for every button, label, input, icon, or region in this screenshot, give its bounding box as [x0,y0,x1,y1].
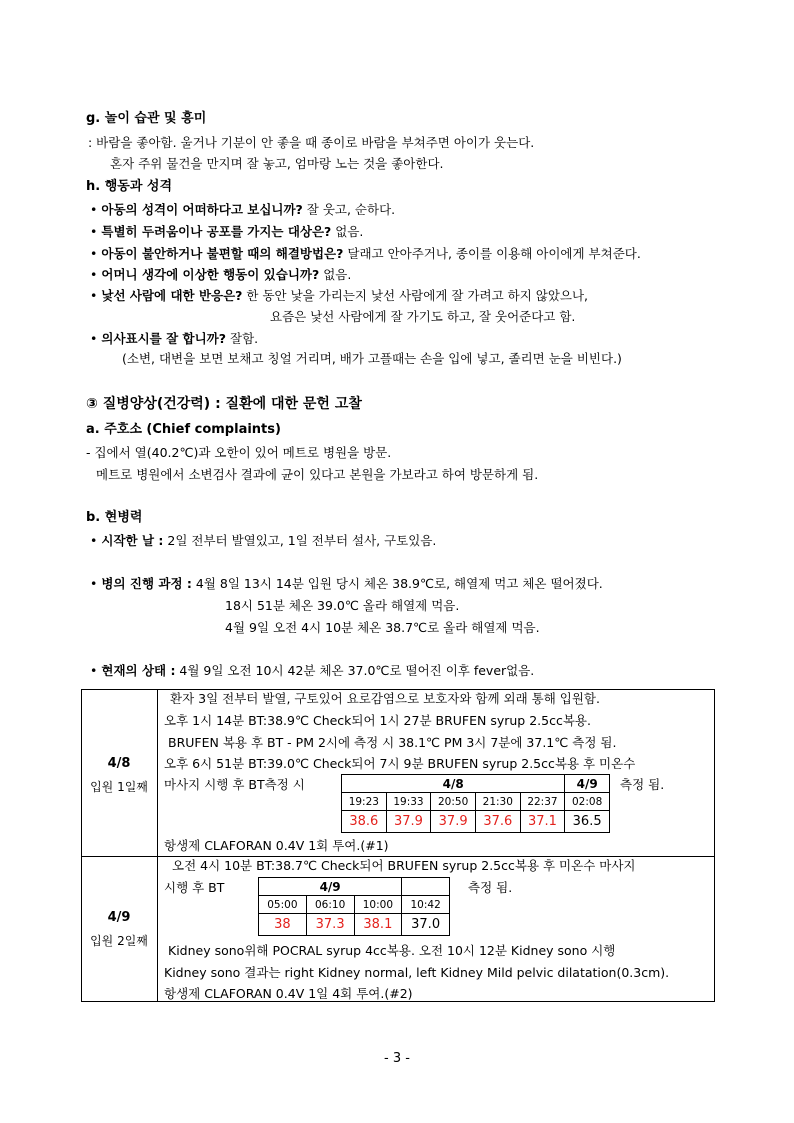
h-item-3-answer: 달래고 안아주거나, 종이를 이용해 아이에게 부쳐준다. [343,246,641,261]
day2-date: 4/9 [107,910,131,925]
day1-line7: 항생제 CLAFORAN 0.4V 1회 투여.(#1) [164,838,389,853]
progress [90,576,603,592]
h-item-4 [90,267,351,283]
progress-line2: 18시 51분 체온 39.0℃ 올라 해열제 먹음. [225,598,460,613]
day1-line4: 오후 6시 51분 BT:39.0℃ Check되어 7시 9분 BRUFEN syrup 2.5cc복용 후 미온수 [164,756,636,771]
temp-value: 36.5 [565,811,610,833]
h-item-2-answer: 없음. [331,224,364,239]
temp-time: 02:08 [565,793,610,811]
current-status-text: 4월 9일 오전 10시 42분 체온 37.0℃로 떨어진 이후 fever없음. [175,663,535,678]
day2-line3: 측정 됨. [468,880,513,895]
day1-line2: 오후 1시 14분 BT:38.9℃ Check되어 1시 27분 BRUFEN syrup 2.5cc복용. [164,713,591,728]
day1-line1: 환자 3일 전부터 발열, 구토있어 요로감염으로 보호자와 함께 외래 통해 입원함. [170,691,600,706]
day2-line6: 항생제 CLAFORAN 0.4V 1일 4회 투여.(#2) [164,986,413,1001]
h-item-2-question: 특별히 두려움이나 공포를 가지는 대상은? [101,224,332,239]
h-item-6-answer: 잘함. [226,331,259,346]
h-item-4-question: 어머니 생각에 이상한 행동이 있습니까? [101,267,320,282]
day2-temperature-table [258,877,450,936]
day2-line2: 시행 후 BT [164,880,225,895]
temp-time: 10:00 [354,896,402,914]
day1-temperature-table [341,774,610,833]
present-illness-heading: b. 현병력 [86,510,143,525]
day1-label: 입원 1일째 [90,780,148,794]
h-item-5 [90,288,588,304]
day1-temp-group-2: 4/9 [565,775,610,793]
h-item-3 [90,246,641,262]
day2-line5: Kidney sono 결과는 right Kidney normal, left Kidney Mild pelvic dilatation(0.3cm). [164,965,670,980]
progress-label: 병의 진행 과정 : [101,576,192,591]
temp-value: 37.0 [402,914,450,936]
h-item-5-question: 낯선 사람에 대한 반응은? [101,288,243,303]
temp-value: 38 [259,914,307,936]
progress-line3: 4월 9일 오전 4시 10분 체온 38.7℃로 올라 해열제 먹음. [225,620,540,635]
h-item-2 [90,224,363,240]
day2-temp-group-empty [402,878,450,896]
h-item-4-answer: 없음. [319,267,352,282]
day1-line5: 마사지 시행 후 BT측정 시 [164,777,305,792]
temp-time: 19:33 [386,793,431,811]
chief-complaints-line1: - 집에서 열(40.2℃)과 오한이 있어 메트로 병원을 방문. [86,445,392,460]
current-status-label: 현재의 상태 : [101,663,176,678]
day1-line3: BRUFEN 복용 후 BT - PM 2시에 측정 시 38.1℃ PM 3시 7분에 37.1℃ 측정 됨. [168,735,617,750]
h-item-5-answer: 한 동안 낯을 가리는지 낯선 사람에게 잘 가려고 하지 않았으나, [242,288,589,303]
h-item-1-question: 아동의 성격이 어떠하다고 보십니까? [101,202,303,217]
temp-time: 10:42 [402,896,450,914]
temp-time: 21:30 [475,793,520,811]
day2-label: 입원 2일째 [90,934,148,948]
day1-line6: 측정 됨. [620,777,665,792]
chief-complaints-line2: 메트로 병원에서 소변검사 결과에 균이 있다고 본원을 가보라고 하여 방문하게 됨. [96,467,539,482]
h-item-6 [90,331,258,347]
current-status [90,663,534,679]
h-item-5-continuation: 요즘은 낯선 사람에게 잘 가기도 하고, 잘 웃어준다고 함. [270,309,576,324]
page-number: - 3 - [384,1051,410,1066]
chief-complaints-heading: a. 주호소 (Chief complaints) [86,422,281,437]
section-h-heading: h. 행동과 성격 [86,179,173,194]
temp-value: 37.6 [475,811,520,833]
temp-value: 37.9 [431,811,476,833]
day1-temp-group-1: 4/8 [342,775,565,793]
h-item-3-question: 아동이 불안하거나 불편할 때의 해결방법은? [101,246,344,261]
temp-time: 05:00 [259,896,307,914]
temp-value: 38.1 [354,914,402,936]
h-item-1 [90,202,395,218]
temp-value: 37.9 [386,811,431,833]
onset-text: 2일 전부터 발열있고, 1일 전부터 설사, 구토있음. [163,533,437,548]
section-3-heading: ③ 질병양상(건강력) : 질환에 대한 문헌 고찰 [86,396,362,412]
section-g-heading: g. 놀이 습관 및 흥미 [86,111,207,126]
temp-time: 19:23 [342,793,387,811]
day2-line1: 오전 4시 10분 BT:38.7℃ Check되어 BRUFEN syrup 2.5cc복용 후 미온수 마사지 [172,858,636,873]
day2-temp-group: 4/9 [259,878,402,896]
temp-time: 22:37 [520,793,565,811]
progress-line1: 4월 8일 13시 14분 입원 당시 체온 38.9℃로, 해열제 먹고 체온 떨어졌다. [191,576,603,591]
temp-time: 06:10 [306,896,354,914]
onset-label: 시작한 날 : [101,533,164,548]
temp-value: 37.3 [306,914,354,936]
day1-date: 4/8 [107,756,131,771]
h-item-6-continuation: (소변, 대변을 보면 보채고 칭얼 거리며, 배가 고플때는 손을 입에 넣고, 졸리면 눈을 비빈다.) [122,351,622,366]
temp-value: 37.1 [520,811,565,833]
h-item-1-answer: 잘 웃고, 순하다. [302,202,396,217]
table-row-divider [81,856,715,857]
temp-value: 38.6 [342,811,387,833]
section-g-line2: 혼자 주위 물건을 만지며 잘 놓고, 엄마랑 노는 것을 좋아한다. [110,156,444,171]
h-item-6-question: 의사표시를 잘 합니까? [101,331,227,346]
onset [90,533,436,549]
day2-line4: Kidney sono위해 POCRAL syrup 4cc복용. 오전 10시 12분 Kidney sono 시행 [168,943,616,958]
temp-time: 20:50 [431,793,476,811]
table-column-divider [157,689,158,1002]
section-g-line1: : 바람을 좋아함. 울거나 기분이 안 좋을 때 종이로 바람을 부쳐주면 아이가 웃는다. [88,135,535,150]
